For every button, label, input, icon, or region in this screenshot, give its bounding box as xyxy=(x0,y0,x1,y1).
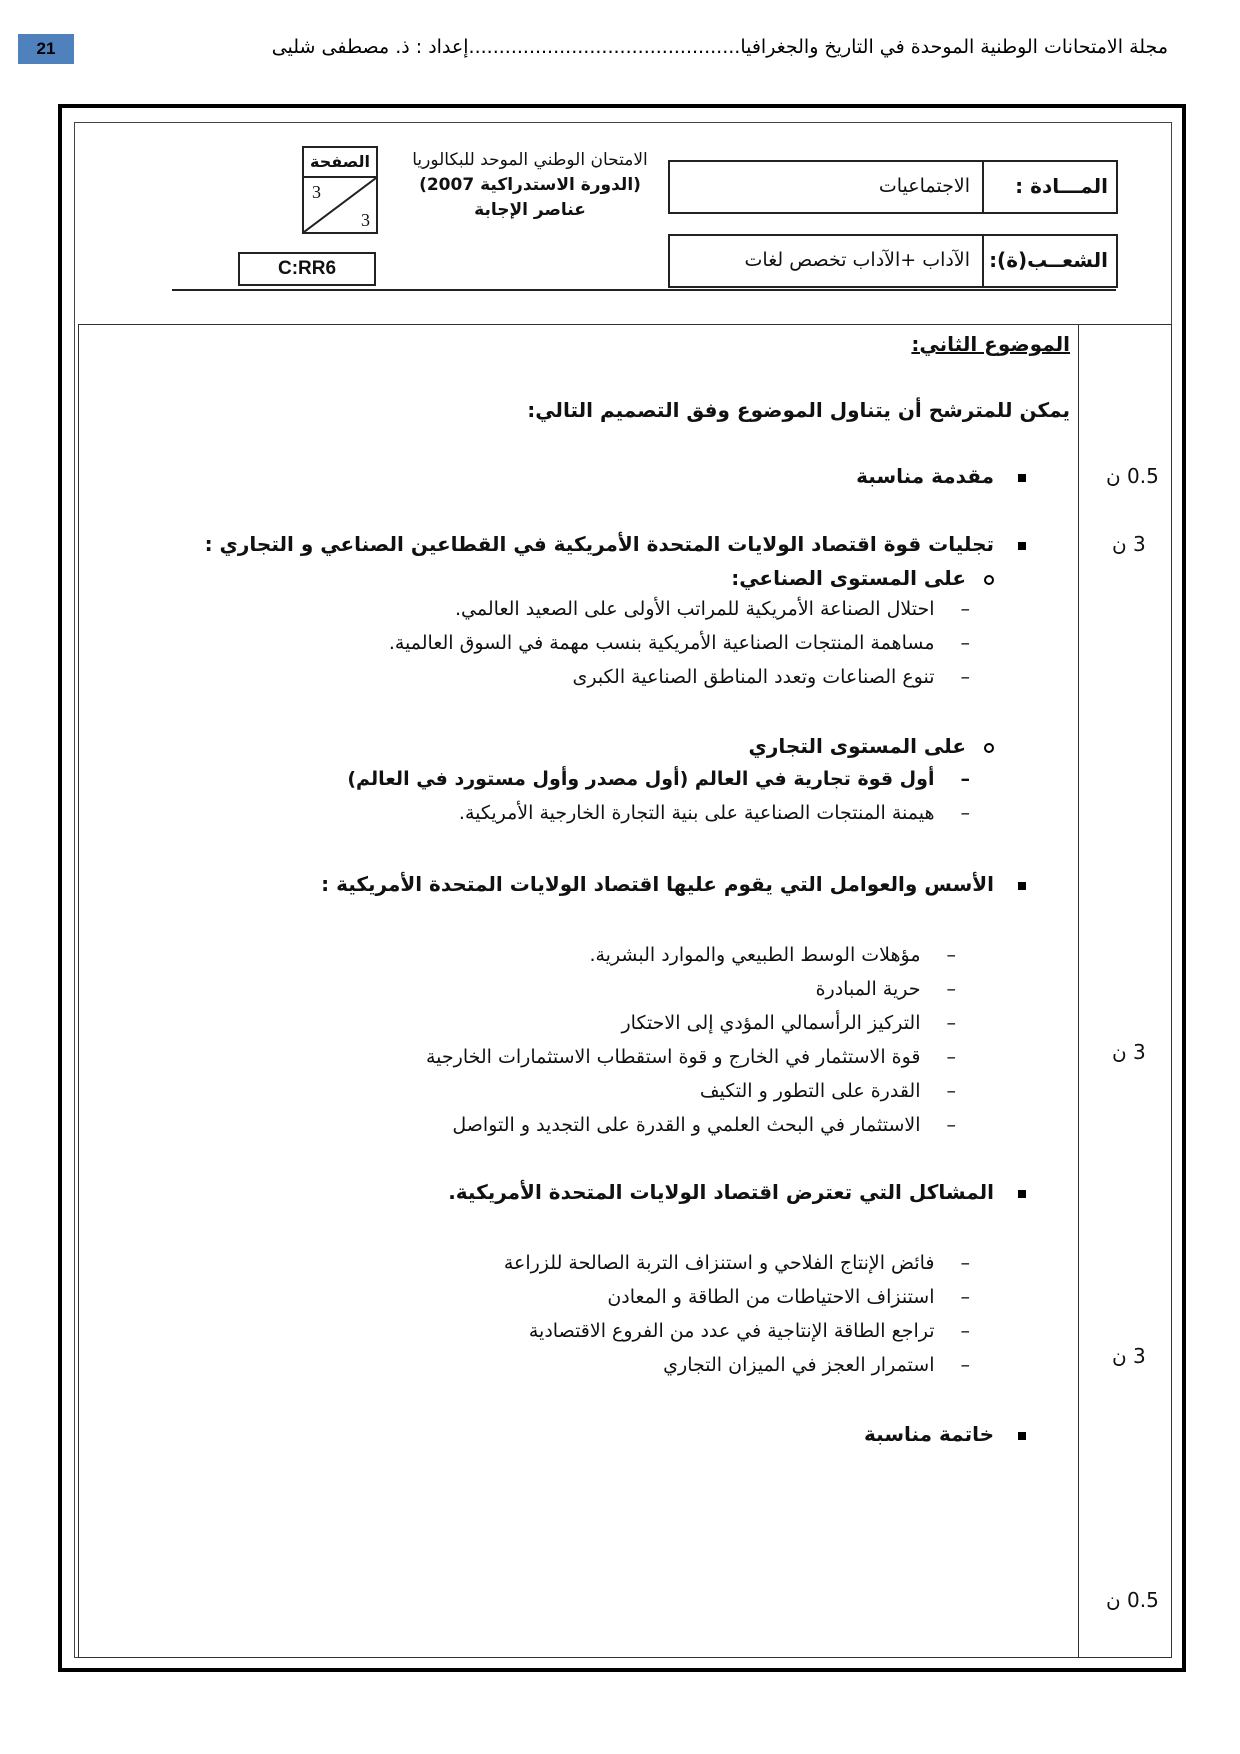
branch-value: الآداب +الآداب تخصص لغات xyxy=(744,249,970,271)
bullet-square-icon xyxy=(1018,474,1026,482)
part1-heading xyxy=(205,532,1026,556)
mark-part3: 3 ن xyxy=(1112,1344,1146,1368)
running-header xyxy=(18,34,1168,64)
bullet-square-icon xyxy=(1018,882,1026,890)
bullet-circle-icon xyxy=(984,575,994,585)
part1-sub1-heading xyxy=(731,566,994,590)
list-item: –مؤهلات الوسط الطبيعي والموارد البشرية. xyxy=(589,944,956,966)
page-current: 3 xyxy=(312,182,321,202)
subject-divider xyxy=(982,162,984,212)
part3-title: المشاكل التي تعترض اقتصاد الولايات المتحدة الأمريكية. xyxy=(448,1180,994,1204)
mark-intro: 0.5 ن xyxy=(1106,464,1159,488)
bullet-circle-icon xyxy=(984,743,994,753)
part1-sub1-title: على المستوى الصناعي: xyxy=(731,566,966,590)
list-item: –هيمنة المنتجات الصناعية على بنية التجارة الخارجية الأمريكية. xyxy=(458,802,970,824)
page-total: 3 xyxy=(361,210,370,230)
list-item: –احتلال الصناعة الأمريكية للمراتب الأولى على الصعيد العالمي. xyxy=(455,598,970,620)
list-item: –قوة الاستثمار في الخارج و قوة استقطاب الاستثمارات الخارجية xyxy=(425,1046,956,1068)
part1-sub2-heading xyxy=(749,734,994,758)
answer-grid-frame xyxy=(78,324,1172,1658)
exam-title-line: الامتحان الوطني الموحد للبكالوريا xyxy=(412,150,648,170)
list-item: –أول قوة تجارية في العالم (أول مصدر وأول مستورد في العالم) xyxy=(347,768,970,790)
bullet-square-icon xyxy=(1018,1432,1026,1440)
intro-text: يمكن للمترشح أن يتناول الموضوع وفق التصميم التالي: xyxy=(527,398,1070,422)
page-number-badge: 21 xyxy=(18,34,74,64)
part3-heading xyxy=(448,1180,1026,1204)
part2-heading xyxy=(321,872,1026,896)
intro-item xyxy=(856,464,1026,488)
subject-field xyxy=(668,160,1118,214)
branch-divider xyxy=(982,236,984,286)
branch-field xyxy=(668,234,1118,288)
intro-item-label: مقدمة مناسبة xyxy=(856,464,994,488)
section-title: الموضوع الثاني: xyxy=(911,332,1070,356)
page-indicator-box xyxy=(302,146,378,234)
running-header-title: مجلة الامتحانات الوطنية الموحدة في التاريخ والجغرافيا.............................................إعداد : ذ. مصطفى شليى xyxy=(271,36,1168,58)
list-item: –القدرة على التطور و التكيف xyxy=(699,1080,956,1102)
part1-title: تجليات قوة اقتصاد الولايات المتحدة الأمريكية في القطاعين الصناعي و التجاري : xyxy=(204,532,994,556)
list-item: –حرية المبادرة xyxy=(815,978,956,1000)
mark-part2: 3 ن xyxy=(1112,1040,1146,1064)
exam-title-block xyxy=(400,148,660,223)
exam-code-box: C:RR6 xyxy=(238,252,376,286)
conclusion-label: خاتمة مناسبة xyxy=(864,1422,994,1446)
list-item: –تنوع الصناعات وتعدد المناطق الصناعية الكبرى xyxy=(572,666,970,688)
bullet-square-icon xyxy=(1018,1190,1026,1198)
list-item: –فائض الإنتاج الفلاحي و استنزاف التربة الصالحة للزراعة xyxy=(503,1252,970,1274)
mark-conclusion: 0.5 ن xyxy=(1106,1588,1159,1612)
subject-label: المـــادة : xyxy=(1015,174,1108,198)
conclusion-heading xyxy=(864,1422,1026,1446)
list-item: –تراجع الطاقة الإنتاجية في عدد من الفروع الاقتصادية xyxy=(528,1320,970,1342)
marks-column-divider xyxy=(1078,324,1079,1658)
list-item: –استمرار العجز في الميزان التجاري xyxy=(663,1354,970,1376)
list-item: –مساهمة المنتجات الصناعية الأمريكية بنسب مهمة في السوق العالمية. xyxy=(388,632,970,654)
page-indicator-label: الصفحة xyxy=(304,148,376,178)
exam-session-line: (الدورة الاستدراكية 2007) xyxy=(419,175,641,195)
mark-part1: 3 ن xyxy=(1112,532,1146,556)
list-item: –التركيز الرأسمالي المؤدي إلى الاحتكار xyxy=(621,1012,956,1034)
part2-title: الأسس والعوامل التي يقوم عليها اقتصاد الولايات المتحدة الأمريكية : xyxy=(321,872,994,896)
list-item: –الاستثمار في البحث العلمي و القدرة على التجديد و التواصل xyxy=(452,1114,956,1136)
list-item: –استنزاف الاحتياطات من الطاقة و المعادن xyxy=(607,1286,970,1308)
branch-label: الشعــب(ة): xyxy=(989,248,1108,272)
part1-sub2-title: على المستوى التجاري xyxy=(748,734,966,758)
bullet-square-icon xyxy=(1018,542,1026,550)
header-rule xyxy=(172,289,1116,291)
answer-elements-line: عناصر الإجابة xyxy=(474,200,586,220)
subject-value: الاجتماعيات xyxy=(878,175,970,197)
